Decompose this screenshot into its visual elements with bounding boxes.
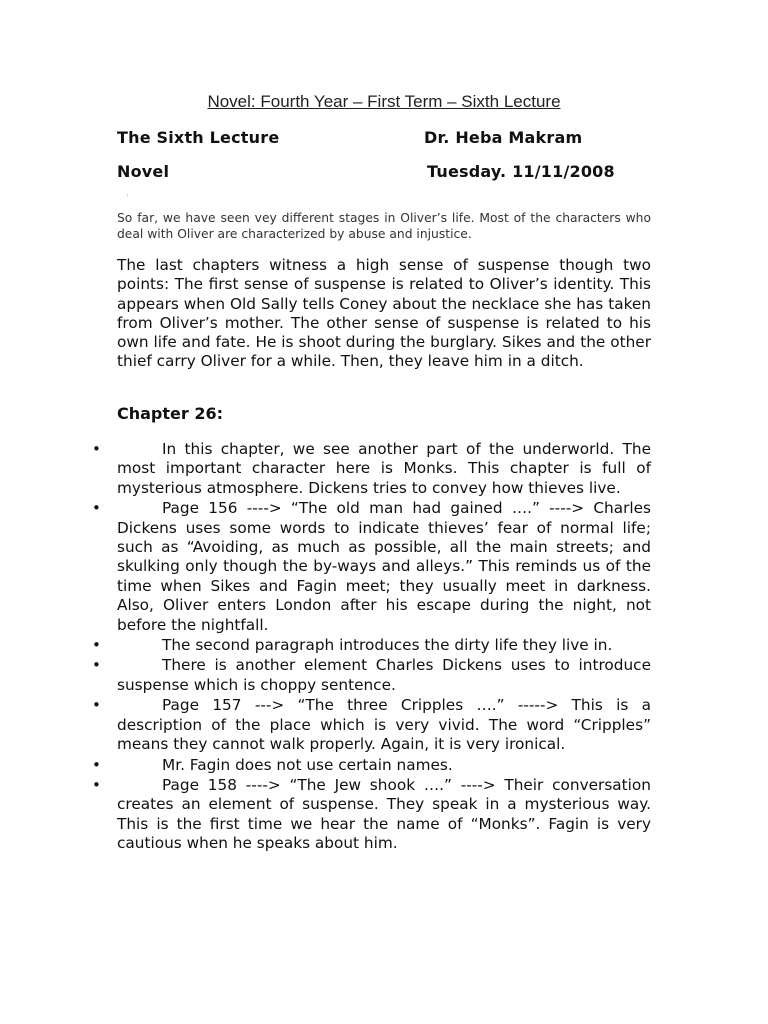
bullet-list	[92, 440, 651, 855]
list-item	[92, 755, 651, 775]
list-item	[92, 499, 651, 635]
list-item	[92, 696, 651, 754]
list-item-text: There is another element Charles Dickens uses to introduce suspense which is choppy sentence.	[117, 656, 651, 694]
list-item-text: Page 157 ---> “The three Cripples ….” -----> This is a description of the place which is very vivid. The word “Cripples” means they cannot walk properly. Again, it is very ironical.	[117, 696, 651, 754]
page-title: Novel: Fourth Year – First Term – Sixth Lecture	[207, 92, 561, 111]
list-item-text: Mr. Fagin does not use certain names.	[162, 755, 453, 774]
list-item-text: Page 158 ----> “The Jew shook ….” ----> Their conversation creates an element of suspense. They speak in a mysterious way. This is the first time we hear the name of “Monks”. Fagin is very cautious when he speaks about him.	[117, 775, 651, 853]
list-item	[92, 636, 651, 655]
header-lecture-label: The Sixth Lecture	[117, 128, 280, 147]
header-subject: Novel	[117, 162, 170, 181]
bullet-icon: •	[92, 775, 101, 794]
list-item-text: Page 156 ----> “The old man had gained ….” ----> Charles Dickens uses some words to indicate thieves’ fear of normal life; such as “Avoiding, as much as possible, all the main streets; and skulking only though the by-ways and alleys.” This reminds us of the time when Sikes and Fagin meet; they usually meet in darkness. Also, Oliver enters London after his escape during the night, not before the nightfall.	[117, 499, 651, 634]
list-item	[92, 440, 651, 498]
list-item-text: The second paragraph introduces the dirty life they live in.	[162, 636, 613, 655]
bullet-icon: •	[92, 499, 101, 518]
bullet-icon: •	[92, 755, 101, 774]
header-date: Tuesday. 11/11/2008	[427, 162, 615, 181]
bullet-icon: •	[92, 656, 101, 675]
list-item-text: In this chapter, we see another part of the underworld. The most important character here is Monks. This chapter is full of mysterious atmosphere. Dickens tries to convey how thieves live.	[117, 440, 651, 497]
intro-paragraph: So far, we have seen vey different stages in Oliver’s life. Most of the characters who deal with Oliver are characterized by abuse and injustice.	[117, 211, 651, 241]
bullet-icon: •	[92, 696, 101, 715]
list-item	[92, 656, 651, 695]
bullet-icon: •	[92, 636, 101, 655]
list-item	[92, 775, 651, 854]
chapter-heading: Chapter 26:	[117, 404, 224, 423]
stray-tick-mark: '	[127, 194, 129, 201]
header-author: Dr. Heba Makram	[424, 128, 583, 147]
body-paragraph: The last chapters witness a high sense of suspense though two points: The first sense of suspense is related to Oliver’s identity. This appears when Old Sally tells Coney about the necklace she has taken from Oliver’s mother. The other sense of suspense is related to his own life and fate. He is shoot during the burglary. Sikes and the other thief carry Oliver for a while. Then, they leave him in a ditch.	[117, 256, 651, 371]
bullet-icon: •	[92, 440, 101, 458]
